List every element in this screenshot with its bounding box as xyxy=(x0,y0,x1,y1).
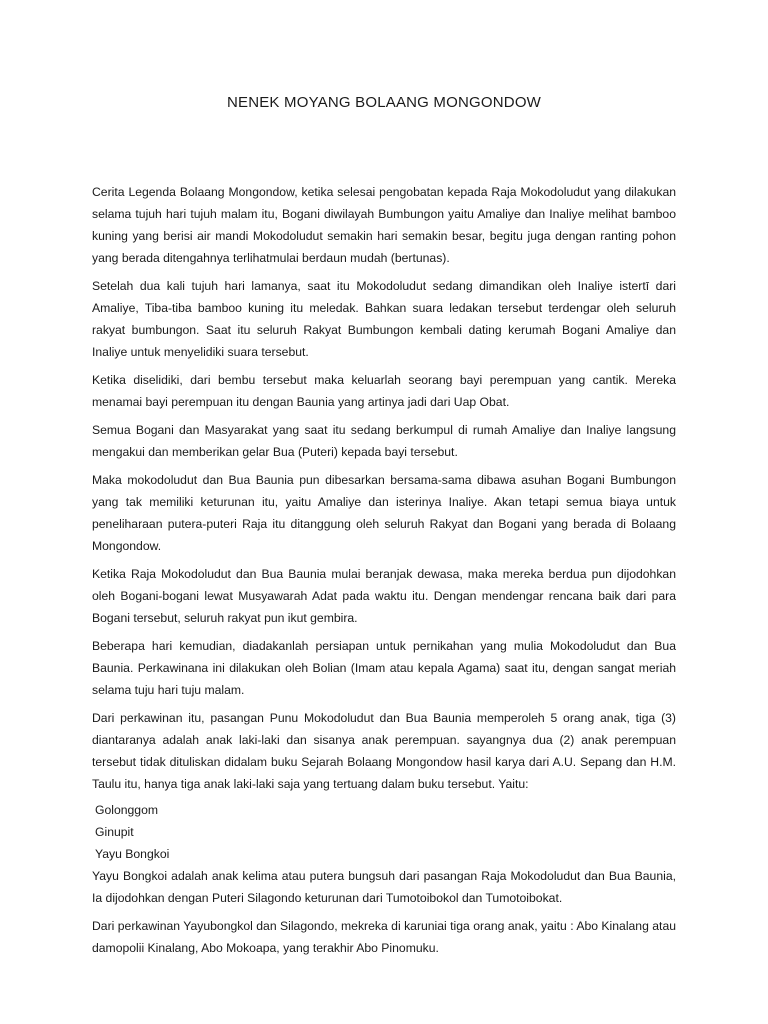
paragraph-1: Cerita Legenda Bolaang Mongondow, ketika selesai pengobatan kepada Raja Mokodoludut yang dilakukan selama tujuh hari tujuh malam itu, Bogani diwilayah Bumbungon yaitu Amaliye dan Inaliye melihat bamboo kuning yang berisi air mandi Mokodoludut semakin hari semakin besar, begitu juga dengan ranting pohon yang berada ditengahnya terlihatmulai berdaun mudah (bertunas). xyxy=(92,185,676,265)
paragraph-5: Maka mokodoludut dan Bua Baunia pun dibesarkan bersama-sama dibawa asuhan Bogani Bumbungon yang tak memiliki keturunan itu, yaitu Amaliye dan isterinya Inaliye. Akan tetapi semua biaya untuk peneliharaan putera-puteri Raja itu ditanggung oleh seluruh Rakyat dan Bogani yang berada di Bolaang Mongondow. xyxy=(92,473,676,553)
document-title: NENEK MOYANG BOLAANG MONGONDOW xyxy=(226,94,542,111)
list-item-ginupit: Ginupit xyxy=(95,825,134,839)
paragraph-7: Beberapa hari kemudian, diadakanlah persiapan untuk pernikahan yang mulia Mokodoludut dan Bua Baunia. Perkawinana ini dilakukan oleh Bolian (Imam atau kepala Agama) saat itu, dengan sangat meriah selama tuju hari tuju malam. xyxy=(92,639,676,697)
paragraph-6: Ketika Raja Mokodoludut dan Bua Baunia mulai beranjak dewasa, maka mereka berdua pun dijodohkan oleh Bogani-bogani lewat Musyawarah Adat pada waktu itu. Dengan mendengar rencana baik dari para Bogani tersebut, seluruh rakyat pun ikut gembira. xyxy=(92,567,676,625)
list-item-yayu-bongkoi: Yayu Bongkoi xyxy=(95,847,170,861)
paragraph-10: Dari perkawinan Yayubongkol dan Silagondo, mekreka di karuniai tiga orang anak, yaitu : Abo Kinalang atau damopolii Kinalang, Abo Mokoapa, yang terakhir Abo Pinomuku. xyxy=(92,919,676,955)
paragraph-8: Dari perkawinan itu, pasangan Punu Mokodoludut dan Bua Baunia memperoleh 5 orang anak, tiga (3) diantaranya adalah anak laki-laki dan sisanya anak perempuan. sayangnya dua (2) anak perempuan tersebut tidak dituliskan didalam buku Sejarah Bolaang Mongondow hasil karya dari A.U. Sepang dan H.M. Taulu itu, hanya tiga anak laki-laki saja yang tertuang dalam buku tersebut. Yaitu: xyxy=(92,711,676,791)
document-body xyxy=(92,181,676,965)
paragraph-3: Ketika diselidiki, dari bembu tersebut maka keluarlah seorang bayi perempuan yang cantik. Mereka menamai bayi perempuan itu dengan Baunia yang artinya jadi dari Uap Obat. xyxy=(92,373,676,409)
paragraph-2: Setelah dua kali tujuh hari lamanya, saat itu Mokodoludut sedang dimandikan oleh Inaliye istertī dari Amaliye, Tiba-tiba bamboo kuning itu meledak. Bahkan suara ledakan tersebut terdengar oleh seluruh rakyat bumbungon. Saat itu seluruh Rakyat Bumbungon kembali dating kerumah Bogani Amaliye dan Inaliye untuk menyelidiki suara tersebut. xyxy=(92,279,676,359)
paragraph-9: Yayu Bongkoi adalah anak kelima atau putera bungsuh dari pasangan Raja Mokodoludut dan Bua Baunia, Ia dijodohkan dengan Puteri Silagondo keturunan dari Tumotoibokol dan Tumotoibokat. xyxy=(92,869,676,905)
list-item-golonggom: Golonggom xyxy=(95,803,159,817)
children-list xyxy=(92,799,676,865)
paragraph-4: Semua Bogani dan Masyarakat yang saat itu sedang berkumpul di rumah Amaliye dan Inaliye langsung mengakui dan memberikan gelar Bua (Puteri) kepada bayi tersebut. xyxy=(92,423,676,459)
